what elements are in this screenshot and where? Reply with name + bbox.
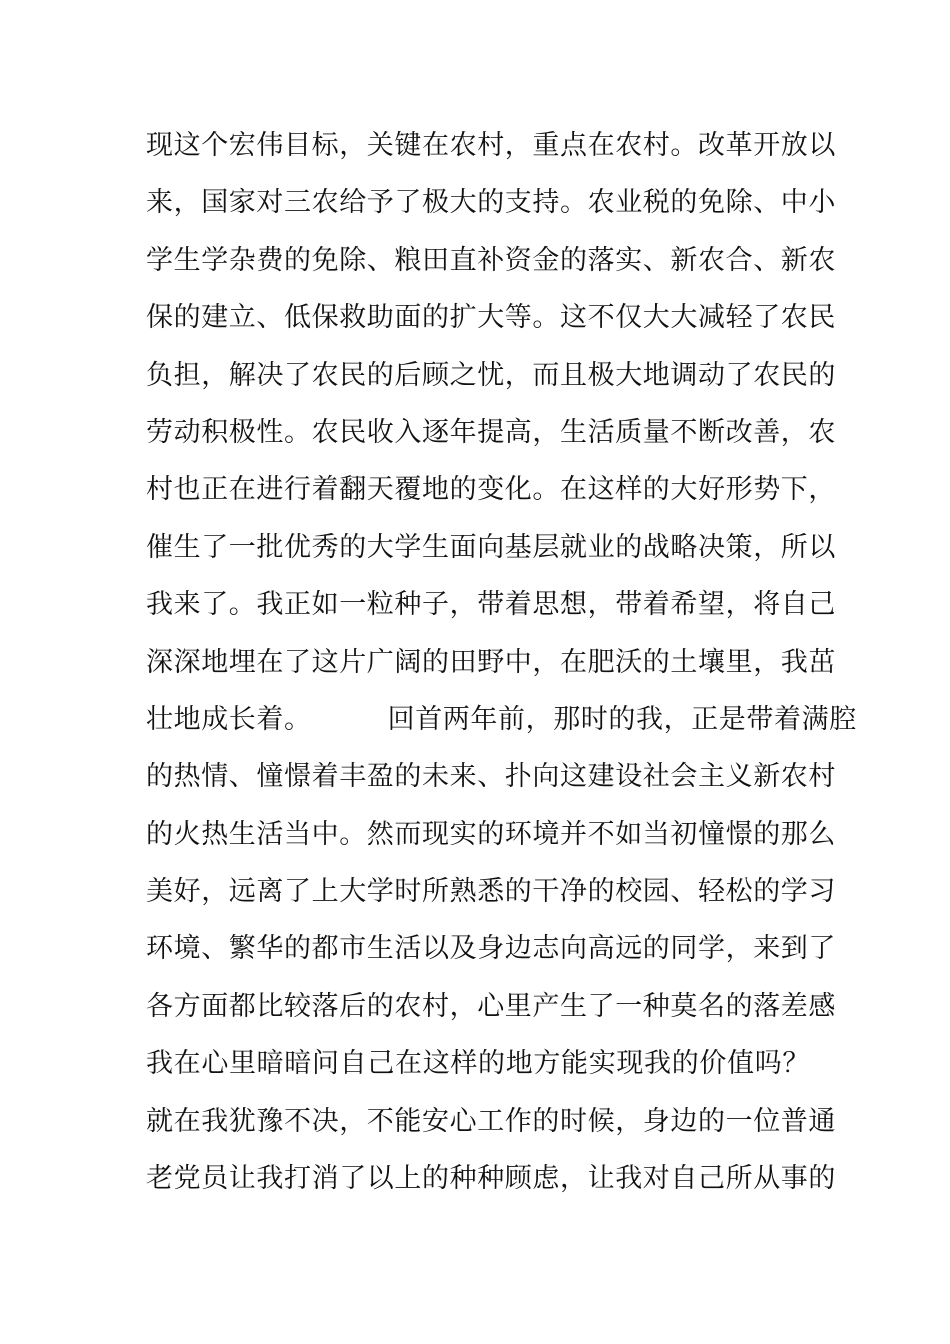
text-line: 各方面都比较落后的农村，心里产生了一种莫名的落差感: [146, 990, 836, 1022]
text-line: 来，国家对三农给予了极大的支持。农业税的免除、中小: [146, 187, 836, 219]
text-line: 劳动积极性。农民收入逐年提高，生活质量不断改善，农: [146, 416, 836, 448]
text-line: 的火热生活当中。然而现实的环境并不如当初憧憬的那么: [146, 818, 836, 850]
text-line: 学生学杂费的免除、粮田直补资金的落实、新农合、新农: [146, 244, 836, 276]
text-line: 的热情、憧憬着丰盈的未来、扑向这建设社会主义新农村: [146, 761, 836, 793]
text-line: 村也正在进行着翻天覆地的变化。在这样的大好形势下，: [146, 474, 836, 506]
text-line: 催生了一批优秀的大学生面向基层就业的战略决策，所以: [146, 531, 836, 563]
text-line: 环境、繁华的都市生活以及身边志向高远的同学，来到了: [146, 933, 836, 965]
text-line: 我在心里暗暗问自己在这样的地方能实现我的价值吗？: [146, 1048, 810, 1080]
paragraph-break-line: [146, 691, 857, 748]
text-line: 我来了。我正如一粒种子，带着思想，带着希望，将自己: [146, 589, 836, 621]
text-line: 现这个宏伟目标，关键在农村，重点在农村。改革开放以: [146, 130, 836, 161]
paragraph-end-text: 壮地成长着。: [146, 703, 312, 735]
text-line: 深深地埋在了这片广阔的田野中，在肥沃的土壤里，我茁: [146, 646, 836, 678]
text-line: 保的建立、低保救助面的扩大等。这不仅大大减轻了农民: [146, 302, 836, 334]
text-line: 负担，解决了农民的后顾之忧，而且极大地调动了农民的: [146, 359, 836, 391]
body-text: [146, 117, 857, 1207]
paragraph-start-text: 回首两年前，那时的我，正是带着满腔: [387, 703, 857, 735]
text-line: 美好，远离了上大学时所熟悉的干净的校园、轻松的学习: [146, 876, 836, 908]
text-line: 老党员让我打消了以上的种种顾虑，让我对自己所从事的: [146, 1163, 836, 1195]
text-line: 就在我犹豫不决，不能安心工作的时候，身边的一位普通: [146, 1105, 836, 1137]
